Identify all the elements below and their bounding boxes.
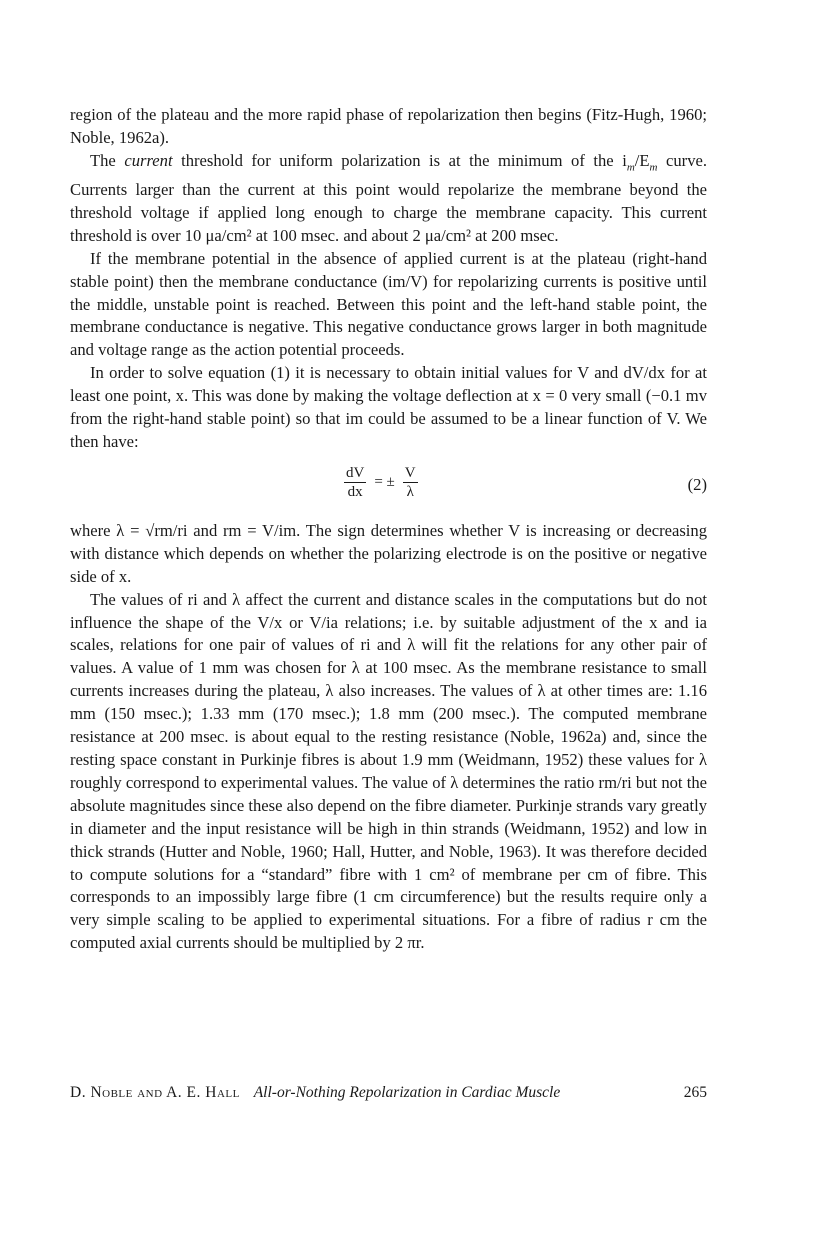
text-run: curve. Currents larger than the current at this point would repolarize the membrane beyond the threshold voltage if applied long enough to charge the membrane capacity. This current threshold is over 10 μa/cm² at 100 msec. and about 2 μa/cm² at 200 msec. bbox=[70, 150, 707, 245]
denominator: dx bbox=[347, 483, 363, 500]
paragraph-continuation: region of the plateau and the more rapid phase of repolarization then begins (Fitz-Hugh, 1960; Noble, 1962a). bbox=[70, 105, 707, 147]
numerator: dV bbox=[346, 464, 365, 481]
paragraph-current-threshold: The current threshold for uniform polarization is at the minimum of the $i_m/E_m$ curve. Currents larger than the current at this point would repolarize the membrane beyond the threshold voltage if applied long enough to charge the membrane capacity. This current threshold is over 10 μa/cm² at 100 msec. and about 2 μa/cm² at 200 msec. bbox=[70, 150, 707, 245]
fraction-v-lambda bbox=[403, 464, 418, 501]
text-run: threshold for uniform polarization is at the minimum of the i bbox=[172, 150, 627, 170]
page-footer bbox=[70, 1084, 707, 1108]
equation-body bbox=[340, 464, 422, 501]
numerator: V bbox=[404, 464, 416, 481]
paragraph-membrane-conductance: If the membrane potential in the absence of applied current is at the plateau (right-hand stable point) then the membrane conductance (im/V) for repolarizing currents is positive until the middle, unstable point is reached. Between this point and the left-hand stable point, the membrane conductance is negative. This negative conductance grows larger in both magnitude and voltage range as the action potential proceeds. bbox=[70, 248, 707, 360]
footer-title: All-or-Nothing Repolarization in Cardiac Muscle bbox=[253, 1084, 561, 1101]
paragraph-initial-values: In order to solve equation (1) it is necessary to obtain initial values for V and dV/dx for at least one point, x. This was done by making the voltage deflection at x = 0 very small (−0.1 mv from the right-hand stable point) so that im could be assumed to be a linear function of V. We then have: bbox=[70, 363, 707, 451]
page-number: 265 bbox=[683, 1084, 707, 1101]
equation-number: (2) bbox=[687, 474, 707, 494]
text-run: The bbox=[90, 150, 125, 170]
article-body bbox=[70, 104, 707, 955]
denominator: λ bbox=[406, 483, 414, 500]
paragraph-scaling: The values of ri and λ affect the current and distance scales in the computations but do not influence the shape of the V/x or V/ia relations; i.e. by suitable adjustment of the x and ia scales, relations for one pair of values of ri and λ will fit the relations for any other pair of values. A value of 1 mm was chosen for λ at 100 msec. As the membrane resistance to small currents increases during the plateau, λ also increases. The values of λ at other times are: 1.16 mm (150 msec.); 1.33 mm (170 msec.); 1.8 mm (200 msec.). The computed membrane resistance at 200 msec. is about equal to the resting resistance (Noble, 1962a) and, since the resting space constant in Purkinje fibres is about 1.9 mm (Weidmann, 1952) these values for λ roughly correspond to experimental values. The value of λ determines the ratio rm/ri but not the absolute magnitudes since these also depend on the fibre diameter. Purkinje strands vary greatly in diameter and the input resistance will be high in thin strands (Weidmann, 1952) and low in thick strands (Hutter and Noble, 1960; Hall, Hutter, and Noble, 1963). It was therefore decided to compute solutions for a “standard” fibre with 1 cm² of membrane per cm of fibre. This corresponds to an impossibly large fibre (1 cm circumference) but the results require only a very simple scaling to be applied to experimental situations. For a fibre of radius r cm the computed axial currents should be multiplied by 2 πr. bbox=[70, 589, 707, 953]
footer-authors: D. Noble and A. E. Hall bbox=[70, 1084, 240, 1101]
emphasis-current: current bbox=[124, 150, 173, 170]
equation-operator: = ± bbox=[374, 474, 395, 491]
paragraph-lambda-definition: where λ = √rm/ri and rm = V/im. The sign determines whether V is increasing or decreasing with distance which depends on whether the polarizing electrode is on the positive or negative side of x. bbox=[70, 520, 707, 586]
text-run: /E bbox=[634, 150, 650, 170]
equation-2 bbox=[70, 454, 707, 520]
fraction-dv-dx bbox=[344, 464, 366, 501]
running-footer bbox=[70, 1084, 560, 1102]
